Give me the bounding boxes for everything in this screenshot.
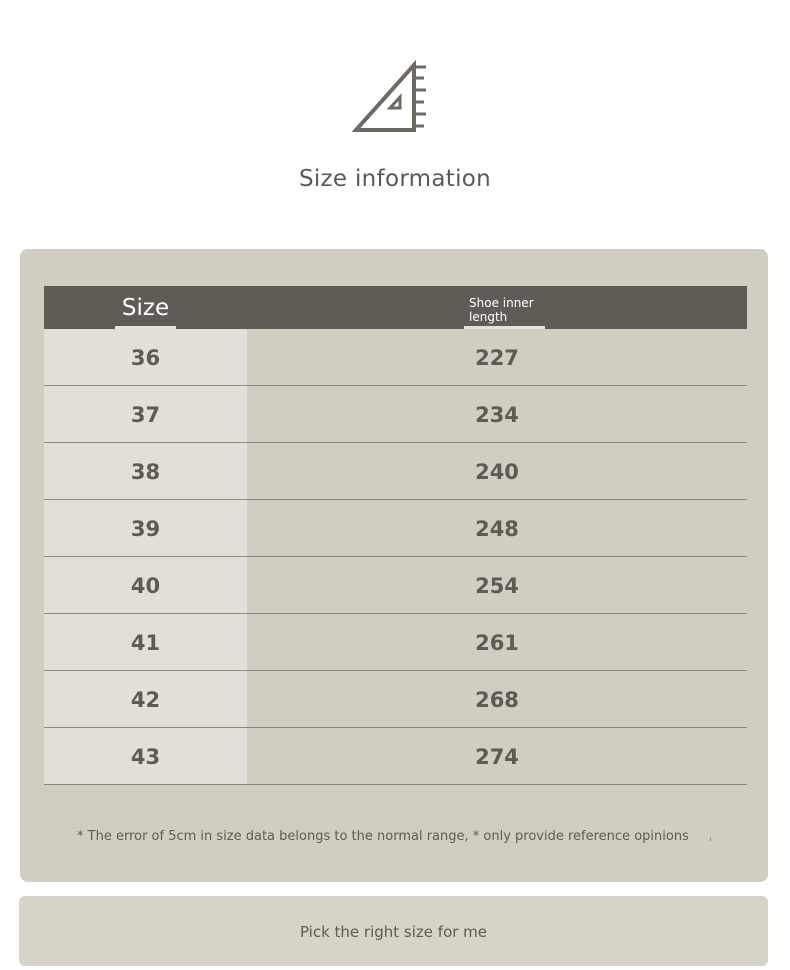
size-cell: 39 xyxy=(44,500,247,556)
size-column-header: Size xyxy=(115,286,176,329)
length-cell: 268 xyxy=(475,688,519,712)
table-row xyxy=(44,557,747,614)
table-row xyxy=(44,386,747,443)
ruler-triangle-icon xyxy=(352,60,432,136)
size-cell: 41 xyxy=(44,614,247,670)
size-table xyxy=(44,286,747,785)
length-cell: 261 xyxy=(475,631,519,655)
size-chart-panel xyxy=(20,249,768,882)
length-column-header: Shoe inner length xyxy=(464,286,545,329)
table-row xyxy=(44,614,747,671)
table-header xyxy=(44,286,747,329)
pick-size-button[interactable]: Pick the right size for me xyxy=(19,896,768,966)
length-cell: 248 xyxy=(475,517,519,541)
table-row xyxy=(44,329,747,386)
size-cell: 38 xyxy=(44,443,247,499)
page-title: Size information xyxy=(298,166,492,192)
table-body xyxy=(44,329,747,785)
size-cell: 42 xyxy=(44,671,247,727)
table-row xyxy=(44,500,747,557)
size-cell: 36 xyxy=(44,329,247,385)
table-row xyxy=(44,443,747,500)
length-cell: 254 xyxy=(475,574,519,598)
size-cell: 43 xyxy=(44,728,247,784)
length-cell: 234 xyxy=(475,403,519,427)
length-cell: 240 xyxy=(475,460,519,484)
length-cell: 227 xyxy=(475,346,519,370)
size-cell: 37 xyxy=(44,386,247,442)
size-note: * The error of 5cm in size data belongs to the normal range, * only provide reference opinions xyxy=(77,829,689,844)
decorative-mark xyxy=(710,837,711,841)
length-cell: 274 xyxy=(475,745,519,769)
table-row xyxy=(44,728,747,785)
table-row xyxy=(44,671,747,728)
size-cell: 40 xyxy=(44,557,247,613)
